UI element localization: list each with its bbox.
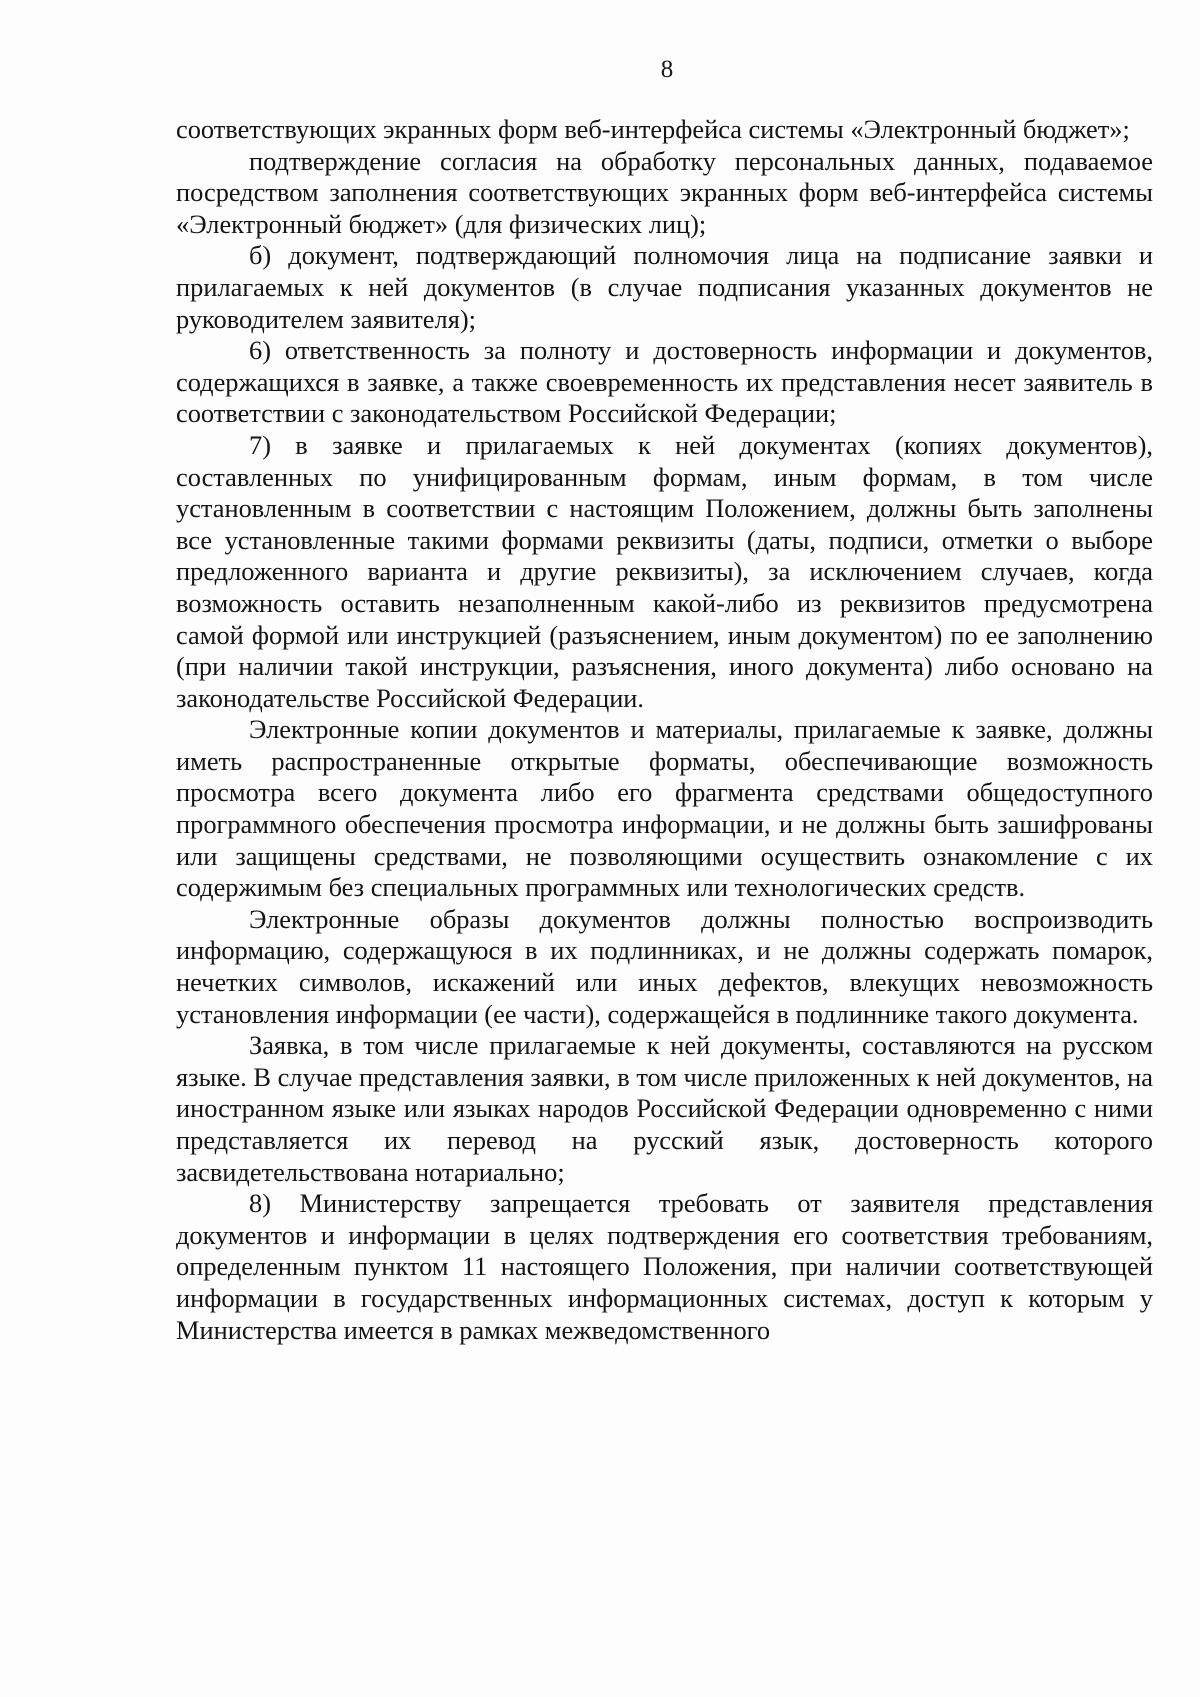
paragraph: подтверждение согласия на обработку персональных данных, подаваемое посредством заполнения соответствующих экранных форм веб-интерфейса системы «Электронный бюджет» (для физических лиц);: [176, 145, 1153, 239]
paragraph: 8) Министерству запрещается требовать от заявителя представления документов и информации в целях подтверждения его соответствия требованиям, определенным пунктом 11 настоящего Положения, при наличии соответствующей информации в государственных информационных системах, доступ к которым у Министерства имеется в рамках межведомственного: [176, 1188, 1153, 1345]
paragraph: б) документ, подтверждающий полномочия лица на подписание заявки и прилагаемых к ней документов (в случае подписания указанных документов не руководителем заявителя);: [176, 240, 1153, 334]
paragraph: соответствующих экранных форм веб-интерфейса системы «Электронный бюджет»;: [176, 114, 1130, 144]
paragraph: Электронные копии документов и материалы, прилагаемые к заявке, должны иметь распространенные открытые форматы, обеспечивающие возможность просмотра всего документа либо его фрагмента средствами общедоступного программного обеспечения просмотра информации, и не должны быть зашифрованы или защищены средствами, не позволяющими осуществить ознакомление с их содержимым без специальных программных или технологических средств.: [176, 714, 1153, 903]
body-text: [176, 114, 1153, 1346]
paragraph: Заявка, в том числе прилагаемые к ней документы, составляются на русском языке. В случае представления заявки, в том числе приложенных к ней документов, на иностранном языке или языках народов Российской Федерации одновременно с ними представляется их перевод на русский язык, достоверность которого засвидетельствована нотариально;: [176, 1030, 1153, 1187]
paragraph: 6) ответственность за полноту и достоверность информации и документов, содержащихся в заявке, а также своевременность их представления несет заявитель в соответствии с законодательством Российской Федерации;: [176, 335, 1153, 429]
page-number: 8: [660, 56, 674, 83]
paragraph: Электронные образы документов должны полностью воспроизводить информацию, содержащуюся в их подлинниках, и не должны содержать помарок, нечетких символов, искажений или иных дефектов, влекущих невозможность установления информации (ее части), содержащейся в подлиннике такого документа.: [176, 903, 1153, 1029]
paragraph: 7) в заявке и прилагаемых к ней документах (копиях документов), составленных по унифицированным формам, иным формам, в том числе установленным в соответствии с настоящим Положением, должны быть заполнены все установленные такими формами реквизиты (даты, подписи, отметки о выборе предложенного варианта и другие реквизиты), за исключением случаев, когда возможность оставить незаполненным какой-либо из реквизитов предусмотрена самой формой или инструкцией (разъяснением, иным документом) по ее заполнению (при наличии такой инструкции, разъяснения, иного документа) либо основано на законодательстве Российской Федерации.: [176, 429, 1153, 713]
